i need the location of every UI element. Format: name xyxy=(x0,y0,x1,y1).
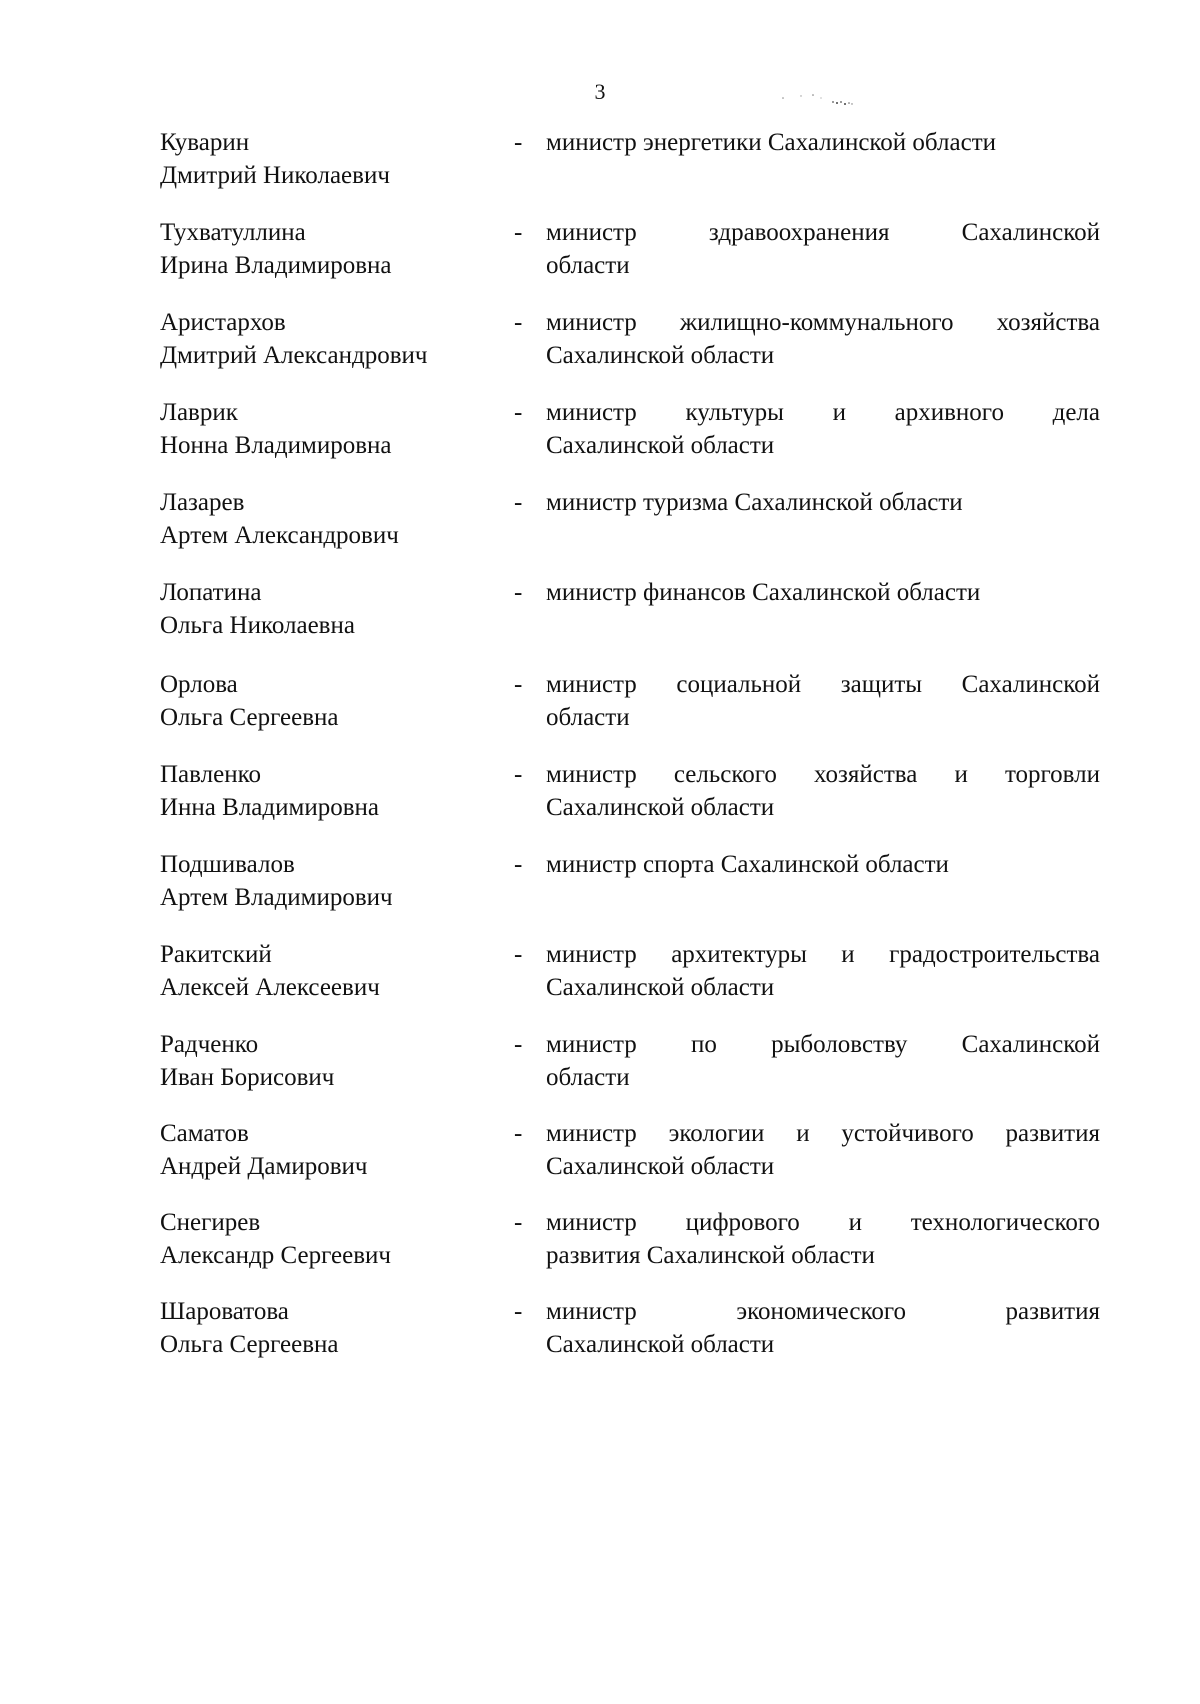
separator-dash: - xyxy=(514,1298,523,1325)
position-line: министр по рыболовству Сахалинской xyxy=(546,1031,1100,1058)
person-given-names: Ирина Владимировна xyxy=(160,252,392,279)
position-line: области xyxy=(546,704,630,731)
position-line: министр экологии и устойчивого развития xyxy=(546,1120,1100,1147)
person-surname: Аристархов xyxy=(160,309,286,336)
position-line: Сахалинской области xyxy=(546,432,775,459)
separator-dash: - xyxy=(514,851,523,878)
person-given-names: Александр Сергеевич xyxy=(160,1242,391,1269)
separator-dash: - xyxy=(514,579,523,606)
position-title xyxy=(546,758,1100,824)
position-title xyxy=(546,848,1100,881)
roster-entry xyxy=(0,758,1200,828)
position-line: Сахалинской области xyxy=(546,794,775,821)
person-name xyxy=(160,848,500,914)
person-given-names: Андрей Дамирович xyxy=(160,1153,368,1180)
roster-entry xyxy=(0,668,1200,738)
position-title xyxy=(546,668,1100,734)
person-surname: Орлова xyxy=(160,671,238,698)
separator-dash: - xyxy=(514,309,523,336)
person-given-names: Дмитрий Александрович xyxy=(160,342,428,369)
person-name xyxy=(160,126,500,192)
position-line: министр финансов Сахалинской области xyxy=(546,579,981,606)
separator-dash: - xyxy=(514,219,523,246)
position-line: министр социальной защиты Сахалинской xyxy=(546,671,1100,698)
person-surname: Куварин xyxy=(160,129,250,156)
person-given-names: Артем Владимирович xyxy=(160,884,393,911)
roster-entry xyxy=(0,1295,1200,1365)
position-title xyxy=(546,1206,1100,1272)
separator-dash: - xyxy=(514,399,523,426)
separator-dash: - xyxy=(514,489,523,516)
separator-dash: - xyxy=(514,941,523,968)
person-surname: Шароватова xyxy=(160,1298,289,1325)
position-line: министр культуры и архивного дела xyxy=(546,399,1100,426)
separator-dash: - xyxy=(514,1209,523,1236)
person-name xyxy=(160,306,500,372)
person-surname: Ракитский xyxy=(160,941,272,968)
person-surname: Лопатина xyxy=(160,579,262,606)
person-surname: Радченко xyxy=(160,1031,259,1058)
separator-dash: - xyxy=(514,761,523,788)
position-line: министр сельского хозяйства и торговли xyxy=(546,761,1100,788)
position-line: развития Сахалинской области xyxy=(546,1242,875,1269)
position-line: министр туризма Сахалинской области xyxy=(546,489,963,516)
person-given-names: Нонна Владимировна xyxy=(160,432,392,459)
roster-entry xyxy=(0,576,1200,646)
position-line: Сахалинской области xyxy=(546,342,775,369)
person-name xyxy=(160,216,500,282)
position-title xyxy=(546,1117,1100,1183)
separator-dash: - xyxy=(514,129,523,156)
person-given-names: Артем Александрович xyxy=(160,522,399,549)
person-given-names: Дмитрий Николаевич xyxy=(160,162,390,189)
person-name xyxy=(160,576,500,642)
position-line: министр здравоохранения Сахалинской xyxy=(546,219,1100,246)
person-given-names: Ольга Сергеевна xyxy=(160,704,339,731)
position-title xyxy=(546,938,1100,1004)
person-surname: Подшивалов xyxy=(160,851,295,878)
person-name xyxy=(160,1206,500,1272)
position-title xyxy=(546,1295,1100,1361)
roster-entry xyxy=(0,216,1200,286)
roster-entry xyxy=(0,126,1200,196)
position-title xyxy=(546,126,1100,159)
person-name xyxy=(160,668,500,734)
position-line: министр экономического развития xyxy=(546,1298,1100,1325)
person-name xyxy=(160,396,500,462)
position-title xyxy=(546,1028,1100,1094)
person-name xyxy=(160,1117,500,1183)
person-given-names: Алексей Алексеевич xyxy=(160,974,380,1001)
person-surname: Павленко xyxy=(160,761,261,788)
position-title xyxy=(546,216,1100,282)
person-surname: Тухватуллина xyxy=(160,219,306,246)
roster-entry xyxy=(0,848,1200,918)
roster-entry xyxy=(0,1117,1200,1187)
person-name xyxy=(160,1028,500,1094)
roster-entry xyxy=(0,938,1200,1008)
page-number: 3 xyxy=(594,79,606,104)
separator-dash: - xyxy=(514,1031,523,1058)
roster-entry xyxy=(0,306,1200,376)
person-given-names: Ольга Николаевна xyxy=(160,612,355,639)
position-line: области xyxy=(546,252,630,279)
position-line: области xyxy=(546,1064,630,1091)
roster-entry xyxy=(0,396,1200,466)
position-title xyxy=(546,396,1100,462)
position-line: Сахалинской области xyxy=(546,1331,775,1358)
position-title xyxy=(546,306,1100,372)
person-surname: Снегирев xyxy=(160,1209,261,1236)
roster-entry xyxy=(0,486,1200,556)
roster-entry xyxy=(0,1206,1200,1276)
roster-entry xyxy=(0,1028,1200,1098)
position-title xyxy=(546,576,1100,609)
position-line: министр архитектуры и градостроительства xyxy=(546,941,1100,968)
person-given-names: Инна Владимировна xyxy=(160,794,379,821)
position-line: министр жилищно-коммунального хозяйства xyxy=(546,309,1100,336)
person-surname: Саматов xyxy=(160,1120,249,1147)
position-line: министр энергетики Сахалинской области xyxy=(546,129,996,156)
person-given-names: Ольга Сергеевна xyxy=(160,1331,339,1358)
person-surname: Лаврик xyxy=(160,399,238,426)
position-line: министр спорта Сахалинской области xyxy=(546,851,949,878)
person-name xyxy=(160,938,500,1004)
person-name xyxy=(160,486,500,552)
person-surname: Лазарев xyxy=(160,489,245,516)
position-title xyxy=(546,486,1100,519)
position-line: Сахалинской области xyxy=(546,1153,775,1180)
separator-dash: - xyxy=(514,671,523,698)
position-line: Сахалинской области xyxy=(546,974,775,1001)
separator-dash: - xyxy=(514,1120,523,1147)
person-name xyxy=(160,1295,500,1361)
person-given-names: Иван Борисович xyxy=(160,1064,335,1091)
person-name xyxy=(160,758,500,824)
position-line: министр цифрового и технологического xyxy=(546,1209,1100,1236)
